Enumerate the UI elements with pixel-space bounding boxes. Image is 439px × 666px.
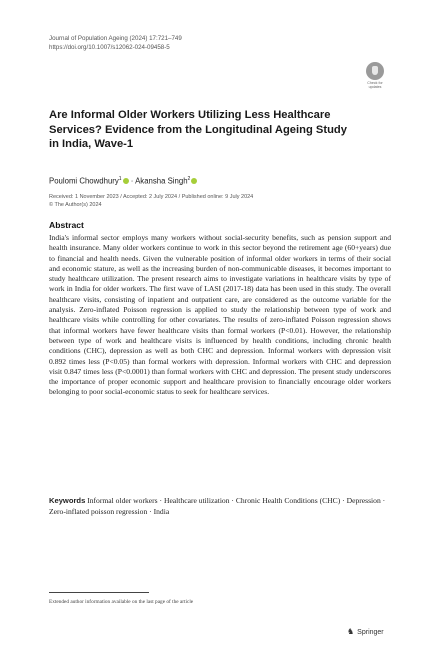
publisher-logo	[347, 627, 384, 636]
author-info-footnote: Extended author information available on the last page of the article	[49, 599, 194, 605]
doi-link[interactable]: https://doi.org/10.1007/s12062-024-09458-5	[49, 44, 170, 51]
bookmark-icon	[366, 62, 384, 80]
author-2-affiliation: 2	[187, 176, 191, 182]
check-updates-label-1: Check for	[367, 81, 383, 85]
check-updates-label-2: updates	[368, 85, 382, 89]
journal-header	[49, 34, 182, 52]
publisher-name: Springer	[357, 629, 384, 636]
publication-dates: Received: 1 November 2023 / Accepted: 2 July 2024 / Published online: 9 July 2024	[49, 194, 254, 200]
copyright-notice: © The Author(s) 2024	[49, 202, 102, 208]
author-separator: ·	[130, 176, 134, 186]
orcid-icon[interactable]	[123, 178, 129, 184]
article-history	[49, 193, 253, 209]
journal-citation: Journal of Population Ageing (2024) 17:721–749	[49, 35, 182, 42]
keywords-list: Informal older workers · Healthcare utilization · Chronic Health Conditions (CHC) · Depression · Zero-inflated poisson regression · India	[49, 496, 386, 516]
orcid-icon[interactable]	[191, 178, 197, 184]
keywords-label: Keywords	[49, 496, 86, 505]
springer-horse-icon: ♞	[347, 627, 355, 636]
abstract-body: India's informal sector employs many workers without social-security benefits, such as pension support and health insurance. Many older workers continue to work in this sector beyond the retirement age (60+years) due to financial and health needs. Given the vulnerable position of informal older workers in terms of their social and economic stature, as well as the increasing burden of non-communicable diseases, it becomes important to study healthcare utilization. The present research aims to investigate variations in healthcare visits by type of work in India for older workers. The first wave of LASI (2017-18) data has been used in this study. The overall healthcare visits, consisting of inpatient and outpatient care, are considered as the outcome variable for the analysis. Zero-inflated Poisson regression is applied to study the relationship between type of work and healthcare visits while controlling for other covariates. The results of zero-inflated Poisson regression shows that informal workers have fewer healthcare visits than formal workers (P<0.01). However, the relationship between type of work and healthcare visits is influenced by health conditions, including chronic health conditions (CHC), depression as well as both CHC and depression. Informal workers with depression visit 0.892 times less (P<0.05) than formal workers with depression. Informal workers with CHC and depression visit 0.847 times less (P<0.0001) than formal workers with CHC and depression. The present study underscores the importance of proper economic support and healthcare provision to financially encourage older workers belonging to poor social-economic status to seek for healthcare services.	[49, 233, 391, 397]
author-1-name[interactable]: Poulomi Chowdhury	[49, 176, 119, 186]
keywords-section	[49, 495, 391, 517]
abstract-heading: Abstract	[49, 220, 84, 230]
author-1-affiliation: 1	[118, 176, 122, 182]
check-for-updates-badge[interactable]	[361, 62, 389, 96]
author-list	[49, 176, 197, 186]
footnote-divider	[49, 592, 149, 593]
author-2-name[interactable]: Akansha Singh	[135, 176, 188, 186]
article-title: Are Informal Older Workers Utilizing Less Healthcare Services? Evidence from the Longitudinal Ageing Study in India, Wave-1	[49, 109, 347, 150]
